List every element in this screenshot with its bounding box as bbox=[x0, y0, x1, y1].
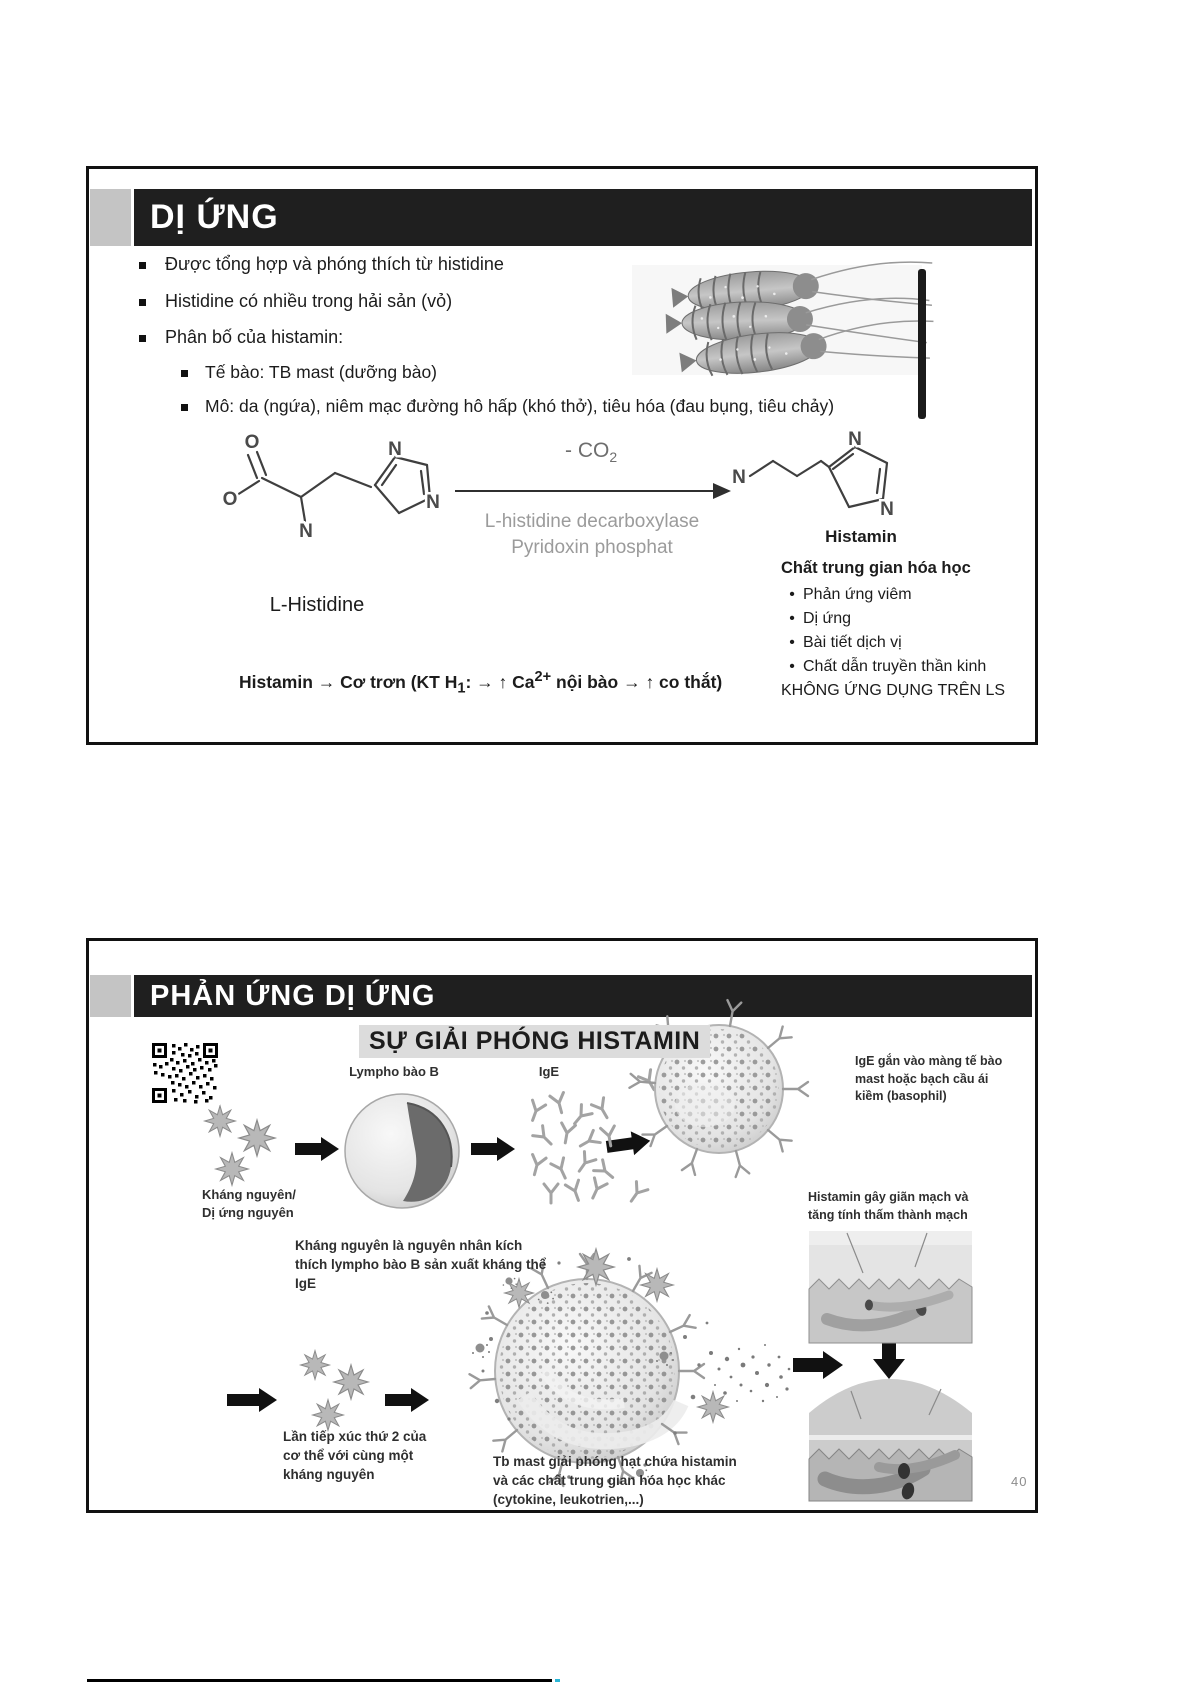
label-second-contact: Lần tiếp xúc thứ 2 của cơ thể với cùng một kháng nguyên bbox=[283, 1429, 427, 1482]
bullet-square bbox=[181, 404, 188, 411]
label-antigen bbox=[202, 1186, 332, 1222]
formula-superscript: 2+ bbox=[534, 669, 552, 685]
label-antigen-line2: Dị ứng nguyên bbox=[202, 1205, 294, 1221]
slide-phan-ung-di-ung bbox=[86, 938, 1038, 1513]
l-histidine-structure bbox=[237, 452, 430, 521]
formula-part: : → ↑ Ca bbox=[465, 671, 535, 692]
coenzyme-label: Pyridoxin phosphat bbox=[511, 537, 673, 558]
label-lympho-b: Lympho bào B bbox=[349, 1064, 439, 1079]
histamine-formula bbox=[239, 669, 722, 696]
vessel-image-edema bbox=[809, 1379, 972, 1501]
page-title: DỊ ỨNG bbox=[150, 198, 279, 236]
atom-label: N bbox=[388, 439, 402, 460]
reaction-arrow bbox=[455, 483, 731, 499]
arrow-right bbox=[471, 1137, 515, 1161]
qr-code bbox=[150, 1041, 220, 1105]
dot-bullet: • bbox=[789, 586, 795, 603]
atom-label: N bbox=[848, 429, 862, 450]
bullet-square bbox=[139, 262, 146, 269]
seafood-lobster-image bbox=[632, 265, 922, 375]
slide1-title-banner bbox=[134, 189, 1032, 246]
header-gray-block bbox=[90, 189, 131, 246]
arrow-right bbox=[227, 1388, 277, 1412]
bullet-item: Được tổng hợp và phóng thích từ histidine bbox=[165, 254, 504, 274]
photo-edge-bar bbox=[918, 269, 926, 419]
mediator-text: Phản ứng viêm bbox=[803, 586, 912, 603]
sub-bullet-item: Tế bào: TB mast (dưỡng bào) bbox=[205, 362, 438, 382]
mediator-item bbox=[781, 607, 1051, 631]
next-slide-cutoff-line bbox=[87, 1679, 552, 1682]
arrow-right bbox=[385, 1388, 429, 1412]
l-histidine-label: L-Histidine bbox=[269, 594, 365, 616]
mediator-text: Chất dẫn truyền thần kinh bbox=[803, 658, 987, 675]
mediator-text: Dị ứng bbox=[803, 610, 852, 627]
bullet-square bbox=[139, 335, 146, 342]
b-cell bbox=[345, 1094, 459, 1208]
atom-label: O bbox=[222, 489, 238, 510]
arrow-right bbox=[295, 1137, 339, 1161]
mediator-item bbox=[781, 583, 1051, 607]
dot-bullet: • bbox=[789, 634, 795, 651]
bullet-square bbox=[181, 370, 188, 377]
formula-part: nội bào → ↑ co thắt) bbox=[551, 671, 723, 692]
histamine-structure bbox=[750, 447, 887, 507]
minus-co2-label: - $CO_2$ bbox=[565, 439, 618, 465]
mediator-text: Bài tiết dịch vị bbox=[803, 634, 902, 651]
label-ige: IgE bbox=[538, 1064, 560, 1079]
bullet-square bbox=[139, 299, 146, 306]
label-antigen-cause: Kháng nguyên là nguyên nhân kích thích lympho bào B sản xuất kháng thể IgE bbox=[295, 1238, 547, 1291]
formula-subscript: 1 bbox=[457, 680, 466, 697]
antigen-cluster-1 bbox=[205, 1106, 275, 1186]
atom-label: N bbox=[299, 521, 313, 542]
label-ige-binding: IgE gắn vào màng tế bào mast hoặc bạch cầu ái kiềm (basophil) bbox=[855, 1054, 1003, 1103]
atom-label: O bbox=[244, 432, 260, 453]
slide-di-ung bbox=[86, 166, 1038, 745]
atom-label: N bbox=[880, 499, 894, 520]
atom-label: N bbox=[732, 467, 746, 488]
antigen-cluster-2 bbox=[301, 1351, 369, 1431]
dot-bullet: • bbox=[789, 610, 795, 627]
sub-bullet-item: Mô: da (ngứa), niêm mạc đường hô hấp (khó thở), tiêu hóa (đau bụng, tiêu chảy) bbox=[205, 396, 835, 416]
histamine-dot-cloud bbox=[709, 1344, 790, 1402]
enzyme-label: L-histidine decarboxylase bbox=[484, 511, 700, 532]
diagram-title: SỰ GIẢI PHÓNG HISTAMIN bbox=[359, 1025, 710, 1058]
mediator-item bbox=[781, 655, 1051, 679]
mediators-block bbox=[781, 559, 1051, 703]
bullet-item: Histidine có nhiều trong hải sản (vỏ) bbox=[165, 291, 453, 311]
page-title: PHẢN ỨNG DỊ ỨNG bbox=[150, 980, 436, 1012]
label-antigen-line1: Kháng nguyên/ bbox=[202, 1187, 296, 1202]
dot-bullet: • bbox=[789, 658, 795, 675]
page-number: 40 bbox=[1011, 1474, 1028, 1489]
mediator-item bbox=[781, 631, 1051, 655]
bullet-item: Phân bố của histamin: bbox=[165, 327, 344, 347]
label-mast-release: Tb mast giải phóng hạt chứa histamin và các chất trung gian hóa học khác (cytokine, leukotrien,...) bbox=[493, 1454, 737, 1507]
atom-label: N bbox=[426, 492, 440, 513]
vessel-image-normal bbox=[809, 1231, 972, 1343]
mediators-heading: Chất trung gian hóa học bbox=[781, 559, 971, 577]
cyan-tick bbox=[555, 1679, 560, 1682]
label-histamin-effect: Histamin gây giãn mạch và tăng tính thấm thành mạch bbox=[808, 1190, 969, 1222]
formula-part: Histamin → Cơ trơn (KT H bbox=[239, 671, 458, 692]
arrow-right bbox=[793, 1351, 843, 1379]
clinical-note: KHÔNG ỨNG DỤNG TRÊN LS bbox=[781, 682, 1006, 699]
histamin-label: Histamin bbox=[825, 527, 897, 546]
